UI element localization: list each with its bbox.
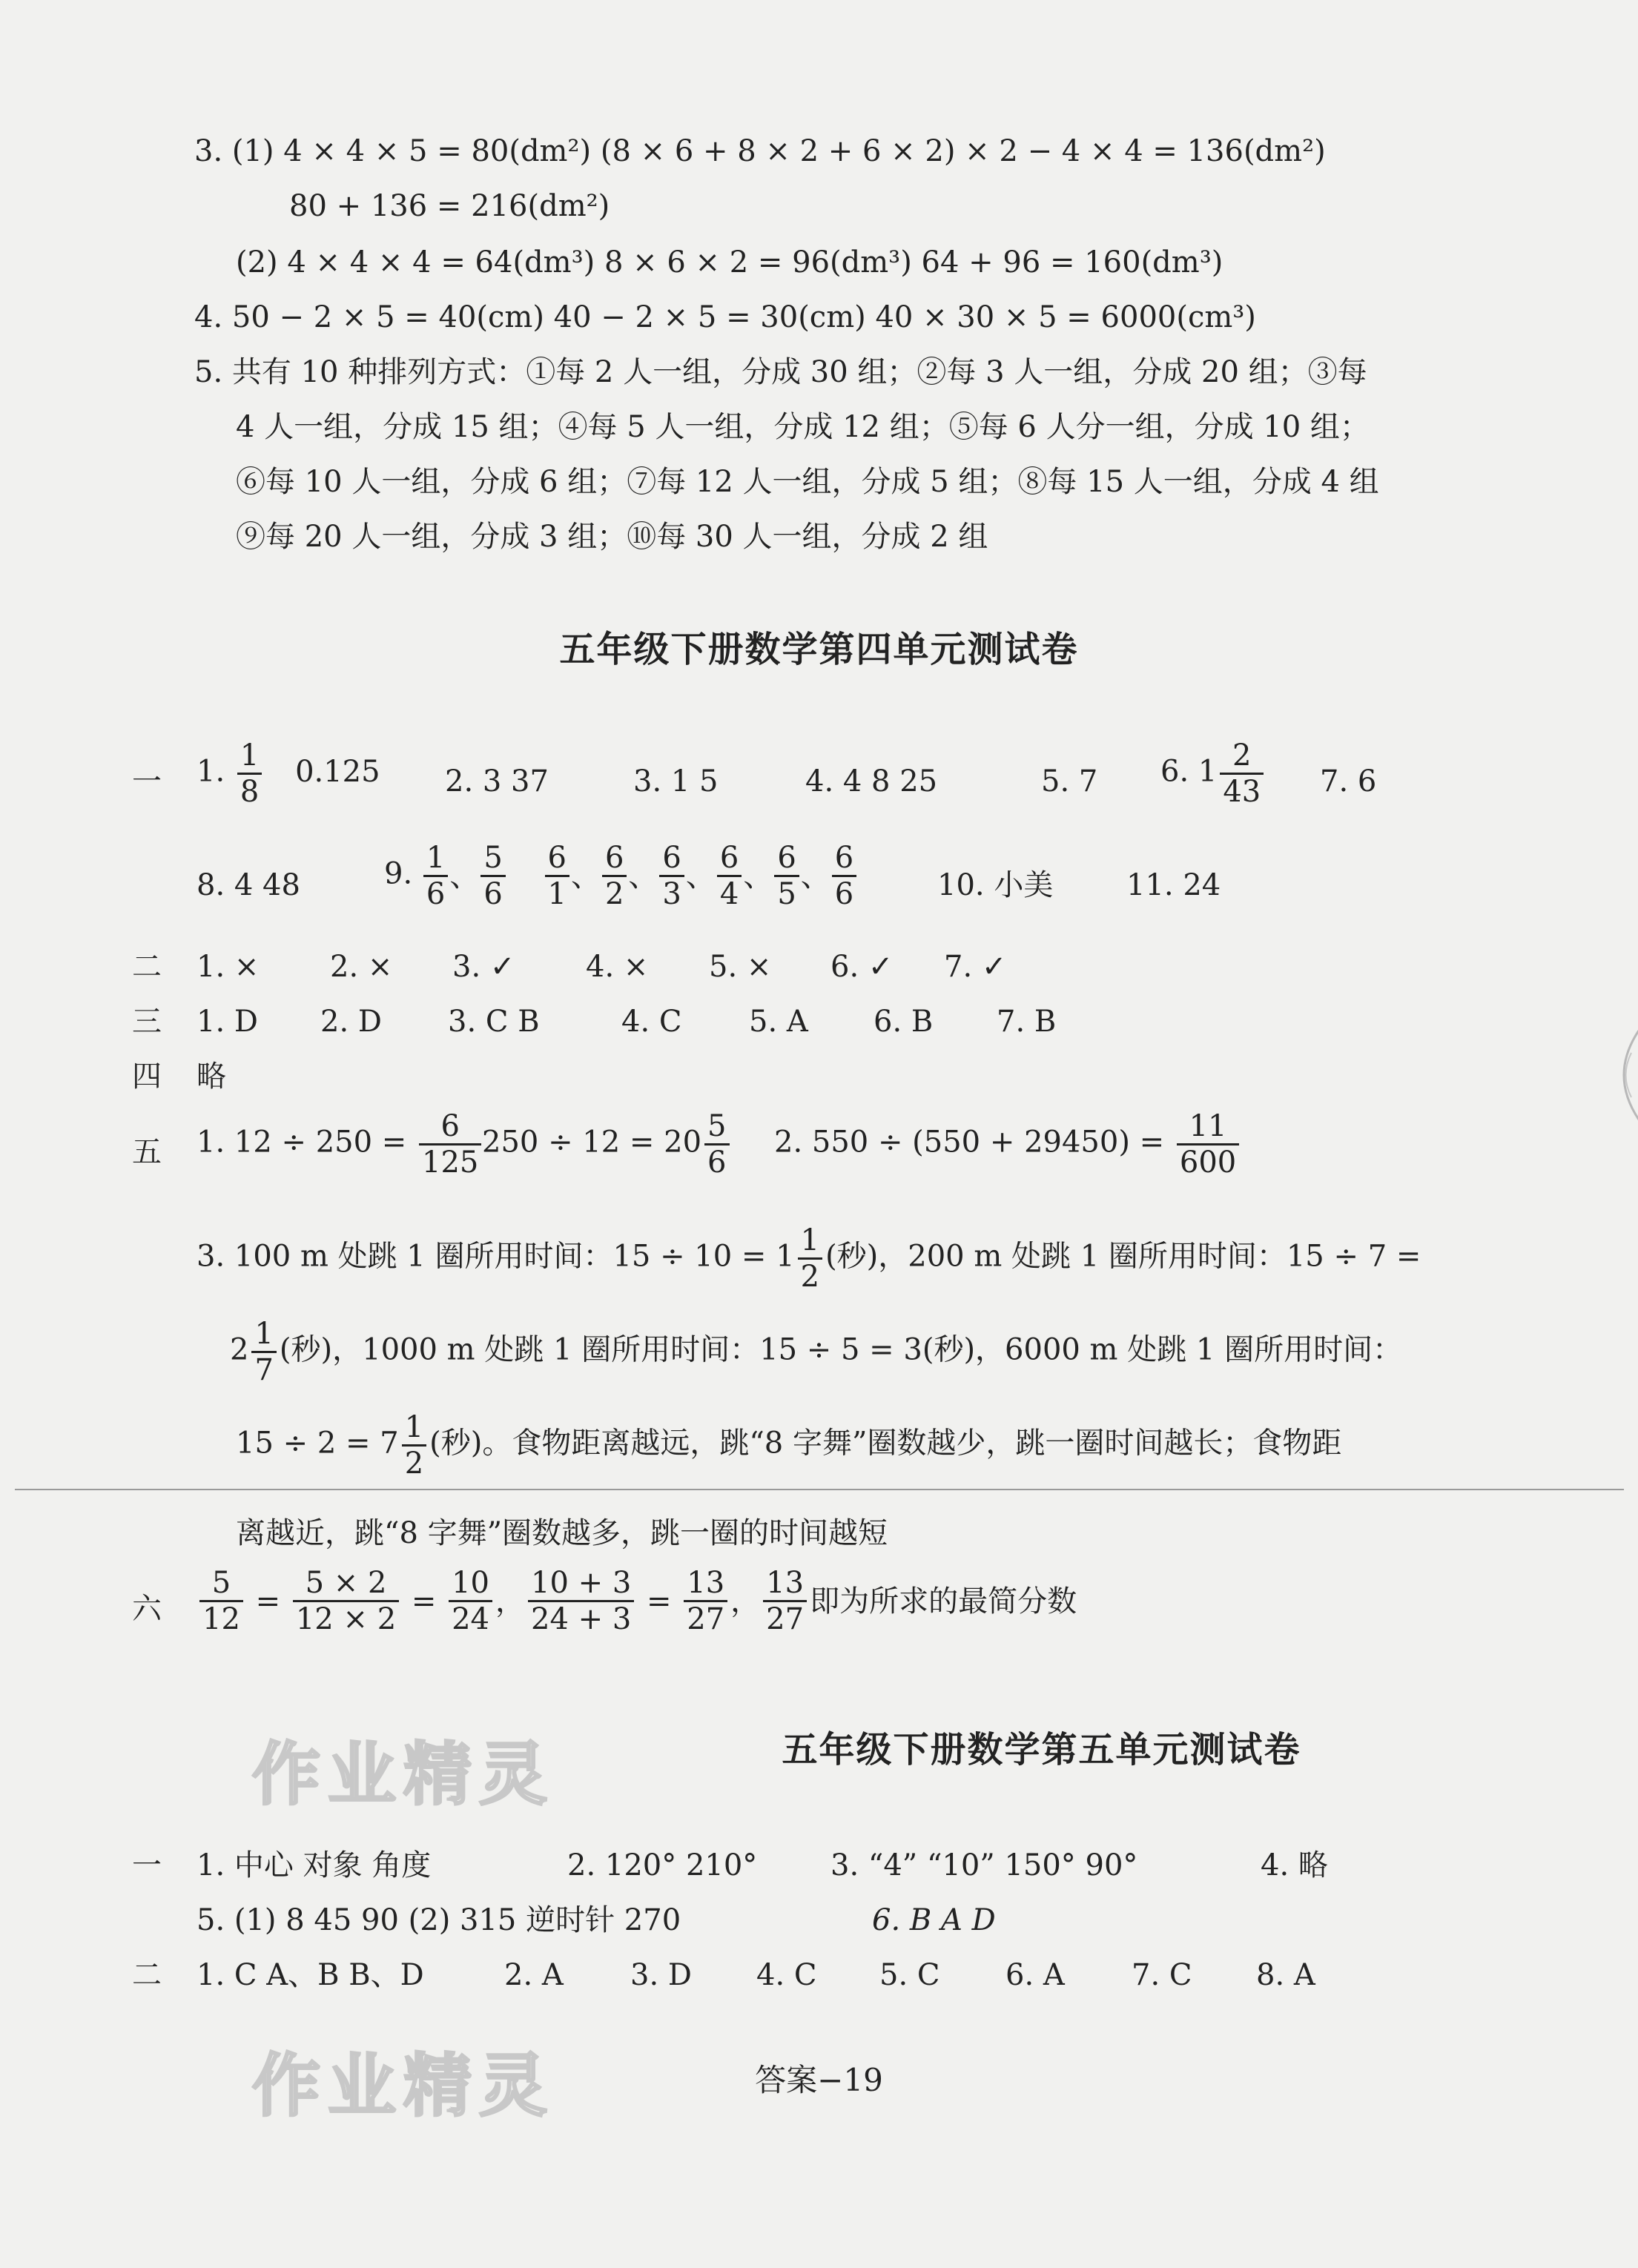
unit4-s5-p3: 15 ÷ 2 = 7 $\frac{1}{2}$ (秒)。食物距离越远，跳“8 字舞”圈数越少，跳一圈时间越长；食物距 bbox=[236, 1410, 1342, 1481]
unit4-s5-p1: 3. 100 m 处跳 1 圈所用时间：15 ÷ 10 = 1 $\frac{1}{2}$ (秒)，200 m 处跳 1 圈所用时间：15 ÷ 7 = bbox=[197, 1223, 1421, 1294]
unit4-s1-a10: 10. 小美 bbox=[937, 868, 1054, 902]
unit4-s5-e3: 2. 550 ÷ (550 + 29450) = $\frac{11}{600}$ bbox=[774, 1109, 1242, 1180]
unit4-s1-a1: 1. $\frac{1}{8}$ 0.125 bbox=[197, 738, 380, 809]
answer-4: 4. 50 − 2 × 5 = 40(cm) 40 − 2 × 5 = 30(cm) 40 × 30 × 5 = 6000(cm³) bbox=[194, 300, 1256, 334]
unit4-s3-a1: 1. D bbox=[197, 1005, 258, 1039]
unit4-s5-p4: 离越近，跳“8 字舞”圈数越多，跳一圈的时间越短 bbox=[236, 1516, 888, 1550]
unit4-title: 五年级下册数学第四单元测试卷 bbox=[559, 629, 1079, 670]
answer-3-1-sum: 80 + 136 = 216(dm²) bbox=[289, 189, 610, 223]
unit5-s1-a4: 4. 略 bbox=[1261, 1848, 1328, 1882]
edge-stamp-icon bbox=[1594, 1023, 1638, 1127]
unit4-s6-label: 六 bbox=[132, 1592, 162, 1626]
unit4-s6-expr: $\frac{5}{12}$ = $\frac{5 \times 2}{12 \times 2}$ = $\frac{10}{24}$ ， $\frac{10 + 3}{24 + 3}$ = $\frac{13}{27}$ ， $\frac{13}{27}$ 即为所求的最简分数 bbox=[197, 1566, 1077, 1636]
unit5-s2-a1: 1. C A、B B、D bbox=[197, 1958, 424, 1992]
unit5-s2-a3: 3. D bbox=[630, 1958, 692, 1992]
fraction: $\frac{2}{43}$ bbox=[1220, 738, 1264, 809]
unit4-s2-a4: 4. × bbox=[586, 950, 649, 984]
unit4-s3-label: 三 bbox=[132, 1005, 162, 1039]
unit4-s3-a2: 2. D bbox=[320, 1005, 382, 1039]
answer-5-line2: 4 人一组，分成 15 组；④每 5 人一组，分成 12 组；⑤每 6 人分一组，分成 10 组； bbox=[236, 410, 1370, 444]
unit4-s1-a9: 9. $\frac{1}{6}$ 、 $\frac{5}{6}$ $\frac{6}{1}$ 、 $\frac{6}{2}$ 、 $\frac{6}{3}$ 、 $\frac{6}{4}$ 、 $\frac{6}{5}$ 、 $\frac{6}{6}$ bbox=[384, 841, 858, 911]
unit4-s4-label: 四 bbox=[132, 1059, 162, 1094]
unit5-s2-a2: 2. A bbox=[504, 1958, 564, 1992]
unit4-s2-a1: 1. × bbox=[197, 950, 260, 984]
unit5-s1-label: 一 bbox=[132, 1848, 162, 1882]
unit5-s2-a4: 4. C bbox=[756, 1958, 817, 1992]
unit4-s5-p2: 2 $\frac{1}{7}$ (秒)，1000 m 处跳 1 圈所用时间：15 ÷ 5 = 3(秒)，6000 m 处跳 1 圈所用时间： bbox=[230, 1317, 1403, 1387]
unit5-title: 五年级下册数学第五单元测试卷 bbox=[782, 1729, 1301, 1771]
unit4-s2-a6: 6. ✓ bbox=[830, 950, 894, 984]
answer-5-line1: 5. 共有 10 种排列方式：①每 2 人一组，分成 30 组；②每 3 人一组，分成 20 组；③每 bbox=[194, 355, 1367, 389]
fraction: $\frac{1}{8}$ bbox=[237, 738, 262, 809]
unit4-s2-a2: 2. × bbox=[330, 950, 393, 984]
unit4-s1-label: 一 bbox=[132, 764, 162, 799]
unit5-s1-a5: 5. (1) 8 45 90 (2) 315 逆时针 270 bbox=[197, 1903, 681, 1937]
page-fold-line bbox=[15, 1489, 1624, 1490]
unit5-s2-a8: 8. A bbox=[1256, 1958, 1315, 1992]
unit5-s1-a3: 3. “4” “10” 150° 90° bbox=[830, 1848, 1138, 1882]
unit4-s2-a5: 5. × bbox=[709, 950, 772, 984]
unit4-s1-a6: 6. 1 $\frac{2}{43}$ bbox=[1160, 738, 1267, 809]
watermark-logo: 作业精灵 bbox=[252, 1735, 555, 1814]
answer-5-line4: ⑨每 20 人一组，分成 3 组；⑩每 30 人一组，分成 2 组 bbox=[236, 520, 988, 554]
unit4-s3-a5: 5. A bbox=[749, 1005, 808, 1039]
unit5-s2-a5: 5. C bbox=[879, 1958, 940, 1992]
answer-3-1: 3. (1) 4 × 4 × 5 = 80(dm²) (8 × 6 + 8 × 2 + 6 × 2) × 2 − 4 × 4 = 136(dm²) bbox=[194, 134, 1326, 168]
unit4-s3-a7: 7. B bbox=[997, 1005, 1057, 1039]
page-number: 答案−19 bbox=[755, 2062, 883, 2098]
unit4-s3-a4: 4. C bbox=[621, 1005, 682, 1039]
unit4-s1-a11: 11. 24 bbox=[1126, 868, 1221, 902]
unit4-s2-label: 二 bbox=[132, 950, 162, 984]
unit4-s5-e1: 1. 12 ÷ 250 = $\frac{6}{125}$ bbox=[197, 1109, 484, 1180]
answer-5-line3: ⑥每 10 人一组，分成 6 组；⑦每 12 人一组，分成 5 组；⑧每 15 人一组，分成 4 组 bbox=[236, 465, 1379, 499]
unit5-s1-a1: 1. 中心 对象 角度 bbox=[197, 1848, 432, 1882]
unit4-s3-a6: 6. B bbox=[874, 1005, 934, 1039]
unit4-s1-a4: 4. 4 8 25 bbox=[805, 764, 938, 799]
unit5-s2-label: 二 bbox=[132, 1958, 162, 1992]
watermark-logo-bottom: 作业精灵 bbox=[252, 2046, 555, 2126]
unit4-s2-a3: 3. ✓ bbox=[452, 950, 515, 984]
unit4-s2-a7: 7. ✓ bbox=[944, 950, 1007, 984]
unit4-s1-a8: 8. 4 48 bbox=[197, 868, 300, 902]
unit4-s3-a3: 3. C B bbox=[448, 1005, 540, 1039]
answer-3-2: (2) 4 × 4 × 4 = 64(dm³) 8 × 6 × 2 = 96(dm³) 64 + 96 = 160(dm³) bbox=[236, 245, 1223, 280]
unit4-s5-e2: 250 ÷ 12 = 20 $\frac{5}{6}$ bbox=[482, 1109, 733, 1180]
unit4-s1-a7: 7. 6 bbox=[1320, 764, 1377, 799]
unit4-s1-a3: 3. 1 5 bbox=[633, 764, 719, 799]
unit5-s2-a6: 6. A bbox=[1005, 1958, 1065, 1992]
unit5-s2-a7: 7. C bbox=[1132, 1958, 1192, 1992]
unit4-s5-label: 五 bbox=[132, 1135, 162, 1169]
unit5-s1-a2: 2. 120° 210° bbox=[567, 1848, 758, 1882]
unit4-s1-a2: 2. 3 37 bbox=[445, 764, 549, 799]
unit5-s1-a6: 6. B A D bbox=[872, 1903, 996, 1937]
unit4-s4-text: 略 bbox=[197, 1059, 226, 1094]
unit4-s1-a5: 5. 7 bbox=[1041, 764, 1098, 799]
